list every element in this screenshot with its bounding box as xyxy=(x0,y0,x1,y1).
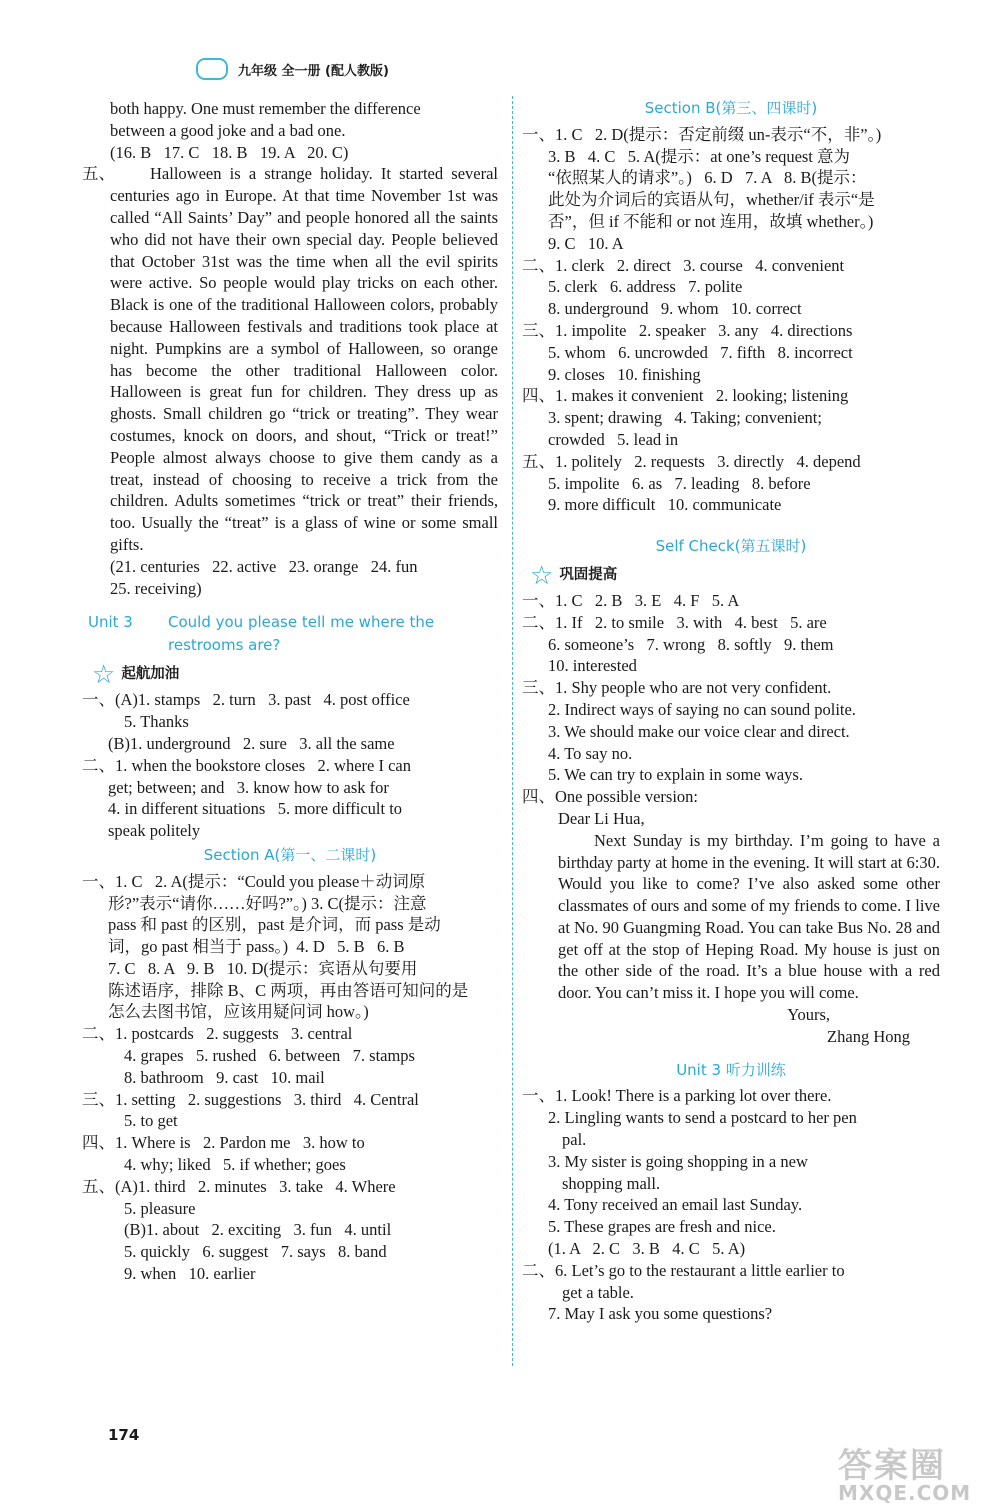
right-column xyxy=(522,98,940,1325)
answer-line: pal. xyxy=(562,1130,587,1150)
header-text: 九年级 全一册 (配人教版) xyxy=(238,63,389,79)
left-column xyxy=(82,98,498,1285)
passage-text: Halloween is a strange holiday. It started several centuries ago in Europe. At that time November 1st was called “All Saints’ Day” and people honored all the saints who did not have their own special day. People believed that October 31st was the time when all the evil spirits were active. So people would play tricks on each other. Black is one of the traditional Halloween colors, probably because Halloween festivals and traditions took place at night. Pumpkins are a symbol of Halloween, so orange has become the other traditional Halloween color. Halloween is great fun for children. They dress up as ghosts. Small children go “trick or treating”. They wear costumes, knock on doors, and shout, “Trick or treat!” People almost always choose to give them candy as a treat, instead of choosing to receive a trick from the children. Adults sometimes “trick or treat” their friends, too. Usually the “treat” is a glass of wine or some small gifts. xyxy=(110,164,498,554)
answer-line: 二、1. when the bookstore closes 2. where I can xyxy=(82,755,411,775)
letter-signer: Zhang Hong xyxy=(827,1026,910,1046)
answer-line: 4. To say no. xyxy=(548,743,633,763)
answer-line: 怎么去图书馆，应该用疑问词 how。) xyxy=(108,1002,369,1022)
answer-line: get; between; and 3. know how to ask for xyxy=(108,777,389,797)
answer-line: 一、1. C 2. A(提示：“Could you please＋动词原 xyxy=(82,871,426,891)
watermark-url: MXQE.COM xyxy=(838,1481,972,1505)
unit-title-line: restrooms are? xyxy=(168,636,281,655)
answer-line: 3. B 4. C 5. A(提示：at one’s request 意为 xyxy=(548,146,851,166)
answer-line: 9. closes 10. finishing xyxy=(548,364,701,384)
answer-line: 二、1. clerk 2. direct 3. course 4. convenient xyxy=(522,255,845,275)
section-title: Section B(第三、四课时) xyxy=(644,99,818,117)
answer-line: 9. more difficult 10. communicate xyxy=(548,495,782,515)
answer-line: 5. These grapes are fresh and nice. xyxy=(548,1217,776,1237)
watermark xyxy=(838,1438,971,1505)
answer-line: 8. underground 9. whom 10. correct xyxy=(548,299,802,319)
page-number: 174 xyxy=(108,1426,140,1444)
subsection-heading xyxy=(92,660,498,691)
answer-line: 4. in different situations 5. more difficult to xyxy=(108,799,403,819)
text-line: both happy. One must remember the difference xyxy=(110,99,421,118)
answer-line: 陈述语序，排除 B、C 两项，再由答语可知问的是 xyxy=(108,980,469,1000)
answer-line: 5. impolite 6. as 7. leading 8. before xyxy=(548,473,811,493)
answer-line: shopping mall. xyxy=(562,1173,661,1193)
answer-line: (B)1. underground 2. sure 3. all the same xyxy=(108,733,395,753)
answer-line: 4. grapes 5. rushed 6. between 7. stamps xyxy=(124,1046,415,1066)
letter-closing: Yours, xyxy=(787,1005,830,1025)
subsection-title: 起航加油 xyxy=(121,666,180,683)
answer-line: 8. bathroom 9. cast 10. mail xyxy=(124,1067,325,1087)
answer-line: 四、One possible version: xyxy=(522,787,698,807)
star-icon: ☆ xyxy=(530,560,554,591)
unit-label: Unit 3 xyxy=(88,613,133,632)
answer-line: 五、(A)1. third 2. minutes 3. take 4. Where xyxy=(82,1176,396,1196)
unit-heading xyxy=(82,611,498,657)
answer-line: 三、1. Shy people who are not very confident. xyxy=(522,678,832,698)
answer-line: 2. Indirect ways of saying no can sound polite. xyxy=(548,699,856,719)
answer-line: 9. C 10. A xyxy=(548,233,624,253)
answer-line: 三、1. setting 2. suggestions 3. third 4. Central xyxy=(82,1089,419,1109)
reading-passage xyxy=(82,163,498,555)
unit-title-line: Could you please tell me where the xyxy=(168,613,435,632)
answer-line: 否”，但 if 不能和 or not 连用，故填 whether。) xyxy=(548,211,874,231)
text-line: between a good joke and a bad one. xyxy=(110,120,346,140)
answer-line: 5. whom 6. uncrowded 7. fifth 8. incorrect xyxy=(548,342,853,362)
answer-line: 二、6. Let’s go to the restaurant a little earlier to xyxy=(522,1260,845,1280)
section-number: 五、 xyxy=(82,164,115,184)
answer-line: 一、1. Look! There is a parking lot over there. xyxy=(522,1086,832,1106)
answer-line: 5. Thanks xyxy=(124,712,189,732)
answer-line: 词，go past 相当于 pass。) 4. D 5. B 6. B xyxy=(108,937,405,957)
answer-line: 10. interested xyxy=(548,656,637,676)
answer-line: crowded 5. lead in xyxy=(548,429,679,449)
answer-line: pass 和 past 的区别，past 是介词，而 pass 是动 xyxy=(108,915,441,935)
answer-line: 4. Tony received an email last Sunday. xyxy=(548,1195,803,1215)
answer-line: 6. someone’s 7. wrong 8. softly 9. them xyxy=(548,634,834,654)
book-logo-icon xyxy=(196,58,228,80)
answer-line: 25. receiving) xyxy=(110,578,202,598)
answer-line: 一、1. C 2. D(提示：否定前缀 un-表示“不，非”。) xyxy=(522,124,882,144)
answer-line: 五、1. politely 2. requests 3. directly 4. depend xyxy=(522,451,861,471)
answer-line: 3. spent; drawing 4. Taking; convenient; xyxy=(548,408,822,428)
answer-line: 二、1. postcards 2. suggests 3. central xyxy=(82,1024,353,1044)
answer-line: 2. Lingling wants to send a postcard to her pen xyxy=(548,1108,857,1128)
subsection-heading xyxy=(530,560,940,591)
section-title: Unit 3 听力训练 xyxy=(676,1060,786,1079)
answer-line: 5. pleasure xyxy=(124,1198,196,1218)
watermark-logo-text: 答案圈 xyxy=(838,1446,946,1486)
answer-line: (B)1. about 2. exciting 3. fun 4. until xyxy=(124,1220,392,1240)
page-header xyxy=(196,58,389,80)
answer-line: 形?”表示“请你……好吗?”。) 3. C(提示：注意 xyxy=(108,893,427,913)
answer-line: 三、1. impolite 2. speaker 3. any 4. directions xyxy=(522,320,853,340)
answer-line: “依照某人的请求”。) 6. D 7. A 8. B(提示： xyxy=(548,168,867,188)
section-title: Self Check(第五课时) xyxy=(655,537,807,556)
answer-line: speak politely xyxy=(108,821,201,841)
answer-line: get a table. xyxy=(562,1282,634,1302)
answer-line: 一、1. C 2. B 3. E 4. F 5. A xyxy=(522,590,740,610)
answer-line: 7. May I ask you some questions? xyxy=(548,1304,773,1324)
answer-line: 四、1. makes it convenient 2. looking; listening xyxy=(522,386,849,406)
letter-body: Next Sunday is my birthday. I’m going to have a birthday party at home in the evening. It will start at 6:30. Would you like to come? I’ve also asked some other classmates of ours and some of my friends to come. I live at No. 90 Guangming Road. You can take Bus No. 28 and get off at the stop of Heping Road. My house is just on the other side of the road. It’s a blue house with a red door. You can’t miss it. I hope you will come. xyxy=(558,830,940,1003)
letter-greeting: Dear Li Hua, xyxy=(558,808,645,828)
answer-line: 4. why; liked 5. if whether; goes xyxy=(124,1155,346,1175)
answer-line: 3. My sister is going shopping in a new xyxy=(548,1151,808,1171)
answer-line: 二、1. If 2. to smile 3. with 4. best 5. are xyxy=(522,612,827,632)
column-divider xyxy=(512,96,513,1366)
answer-line: 一、(A)1. stamps 2. turn 3. past 4. post office xyxy=(82,690,410,710)
answer-line: (16. B 17. C 18. B 19. A 20. C) xyxy=(110,142,349,162)
subsection-title: 巩固提高 xyxy=(559,567,618,584)
answer-line: 此处为介词后的宾语从句，whether/if 表示“是 xyxy=(548,190,875,210)
answer-line: 9. when 10. earlier xyxy=(124,1264,256,1284)
star-icon: ☆ xyxy=(92,660,116,691)
answer-line: 3. We should make our voice clear and direct. xyxy=(548,721,850,741)
answer-line: 5. We can try to explain in some ways. xyxy=(548,765,803,785)
answer-line: 7. C 8. A 9. B 10. D(提示：宾语从句要用 xyxy=(108,958,418,978)
answer-line: 5. to get xyxy=(124,1111,178,1131)
answer-line: 5. clerk 6. address 7. polite xyxy=(548,277,743,297)
answer-line: 5. quickly 6. suggest 7. says 8. band xyxy=(124,1242,387,1262)
answer-line: (1. A 2. C 3. B 4. C 5. A) xyxy=(548,1239,746,1259)
answer-line: (21. centuries 22. active 23. orange 24. fun xyxy=(110,556,418,576)
answer-line: 四、1. Where is 2. Pardon me 3. how to xyxy=(82,1133,365,1153)
section-title: Section A(第一、二课时) xyxy=(203,845,377,864)
